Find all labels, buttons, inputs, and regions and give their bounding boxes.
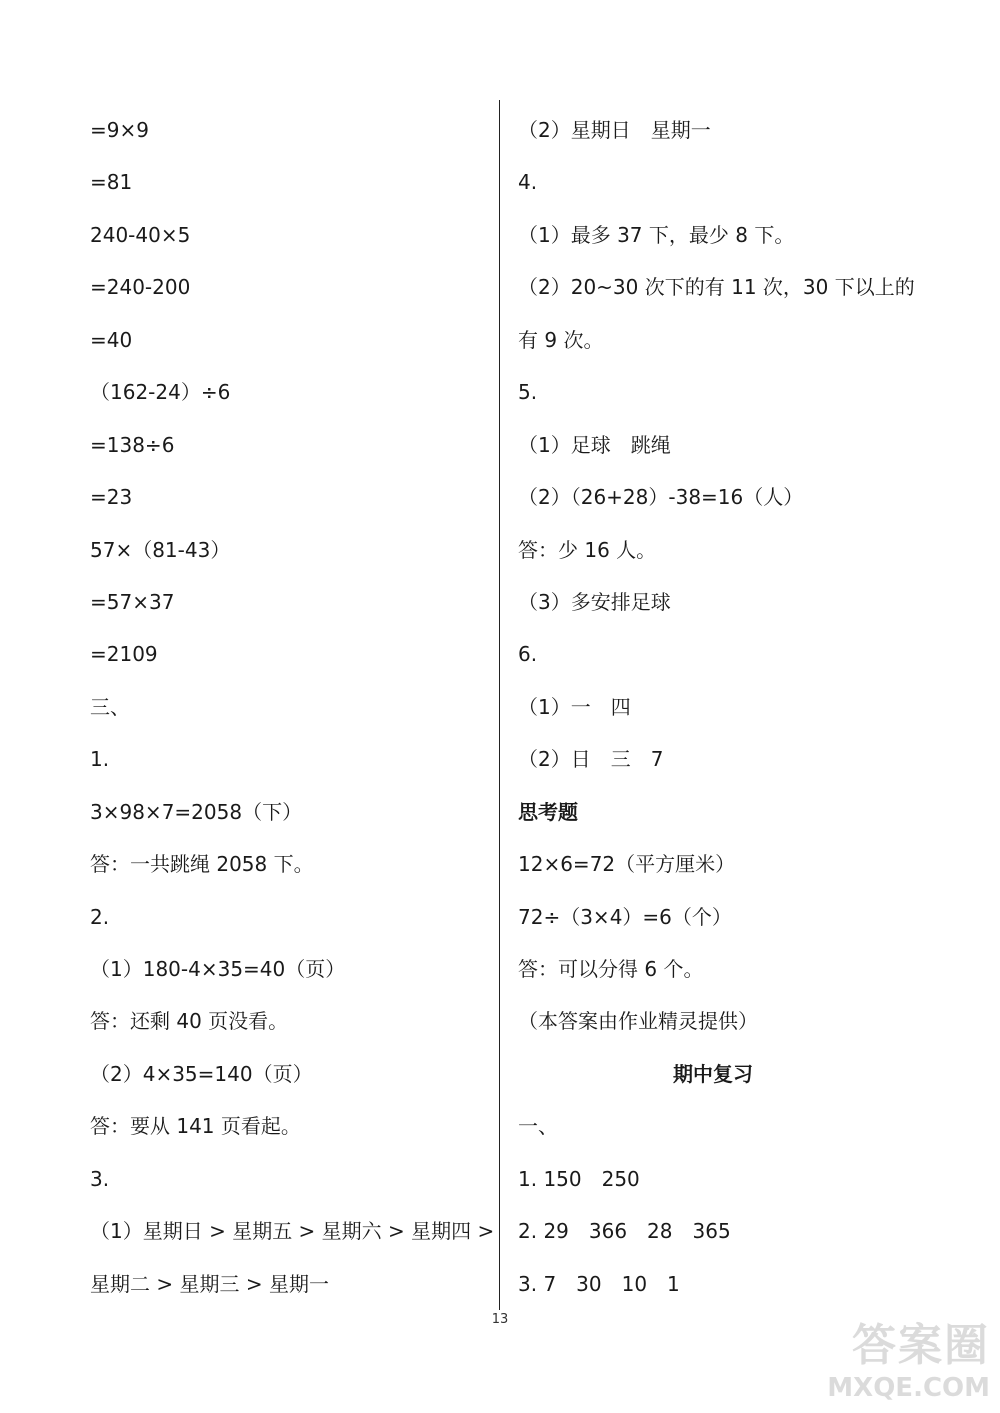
text-line: 3×98×7=2058（下） <box>90 799 303 824</box>
text-line: （1）足球 跳绳 <box>518 432 671 457</box>
text-line: 有 9 次。 <box>518 327 604 352</box>
text-line: =81 <box>90 170 133 195</box>
question-number: 4. <box>518 170 538 195</box>
text-line: 2. 29 366 28 365 <box>518 1219 731 1244</box>
credit-note: （本答案由作业精灵提供） <box>518 1009 758 1034</box>
watermark-logo <box>800 1309 990 1409</box>
section-heading: 三、 <box>90 694 130 719</box>
text-line: =2109 <box>90 642 158 667</box>
watermark-top-text: 答案圈 <box>852 1320 990 1371</box>
answer-line: 答：要从 141 页看起。 <box>90 1114 301 1139</box>
question-number: 1. <box>90 747 110 772</box>
question-number: 5. <box>518 380 538 405</box>
text-line: （2）（26+28）-38=16（人） <box>518 485 804 510</box>
right-column <box>518 104 938 1310</box>
question-number: 3. <box>90 1166 110 1191</box>
text-line: 12×6=72（平方厘米） <box>518 852 736 877</box>
text-line: 3. 7 30 10 1 <box>518 1271 680 1296</box>
section-heading: 思考题 <box>518 799 578 824</box>
text-line: =9×9 <box>90 118 149 142</box>
answer-line: 答：还剩 40 页没看。 <box>90 1009 289 1034</box>
text-line: （2）日 三 7 <box>518 747 664 772</box>
column-divider <box>499 100 500 1310</box>
question-number: 6. <box>518 642 538 667</box>
text-line: （1）星期日 > 星期五 > 星期六 > 星期四 > <box>90 1219 495 1244</box>
text-line: 星期二 > 星期三 > 星期一 <box>90 1271 329 1296</box>
text-line: （2）20~30 次下的有 11 次，30 下以上的 <box>518 275 915 300</box>
answer-line: 答：一共跳绳 2058 下。 <box>90 852 314 877</box>
text-line: （2）星期日 星期一 <box>518 118 711 142</box>
text-line: （1）最多 37 下，最少 8 下。 <box>518 222 795 247</box>
page-number: 13 <box>491 1312 509 1327</box>
text-line: =23 <box>90 485 133 510</box>
text-line: =40 <box>90 327 133 352</box>
text-line: =57×37 <box>90 589 175 614</box>
text-line: 1. 150 250 <box>518 1166 640 1191</box>
text-line: 72÷（3×4）=6（个） <box>518 904 732 929</box>
text-line: =240-200 <box>90 275 191 300</box>
text-line: （3）多安排足球 <box>518 589 671 614</box>
watermark-bottom-text: MXQE.COM <box>827 1373 990 1403</box>
text-line: 240-40×5 <box>90 222 191 247</box>
left-column <box>90 104 495 1310</box>
answer-line: 答：少 16 人。 <box>518 537 657 562</box>
section-title: 期中复习 <box>673 1061 753 1086</box>
question-number: 2. <box>90 904 110 929</box>
section-heading: 一、 <box>518 1114 558 1139</box>
text-line: （1）180-4×35=40（页） <box>90 957 346 981</box>
text-line: （162-24）÷6 <box>90 380 231 405</box>
text-line: 57×（81-43） <box>90 537 231 562</box>
text-line: =138÷6 <box>90 432 175 457</box>
answer-line: 答：可以分得 6 个。 <box>518 957 704 981</box>
text-line: （2）4×35=140（页） <box>90 1061 313 1086</box>
text-line: （1）一 四 <box>518 694 631 719</box>
